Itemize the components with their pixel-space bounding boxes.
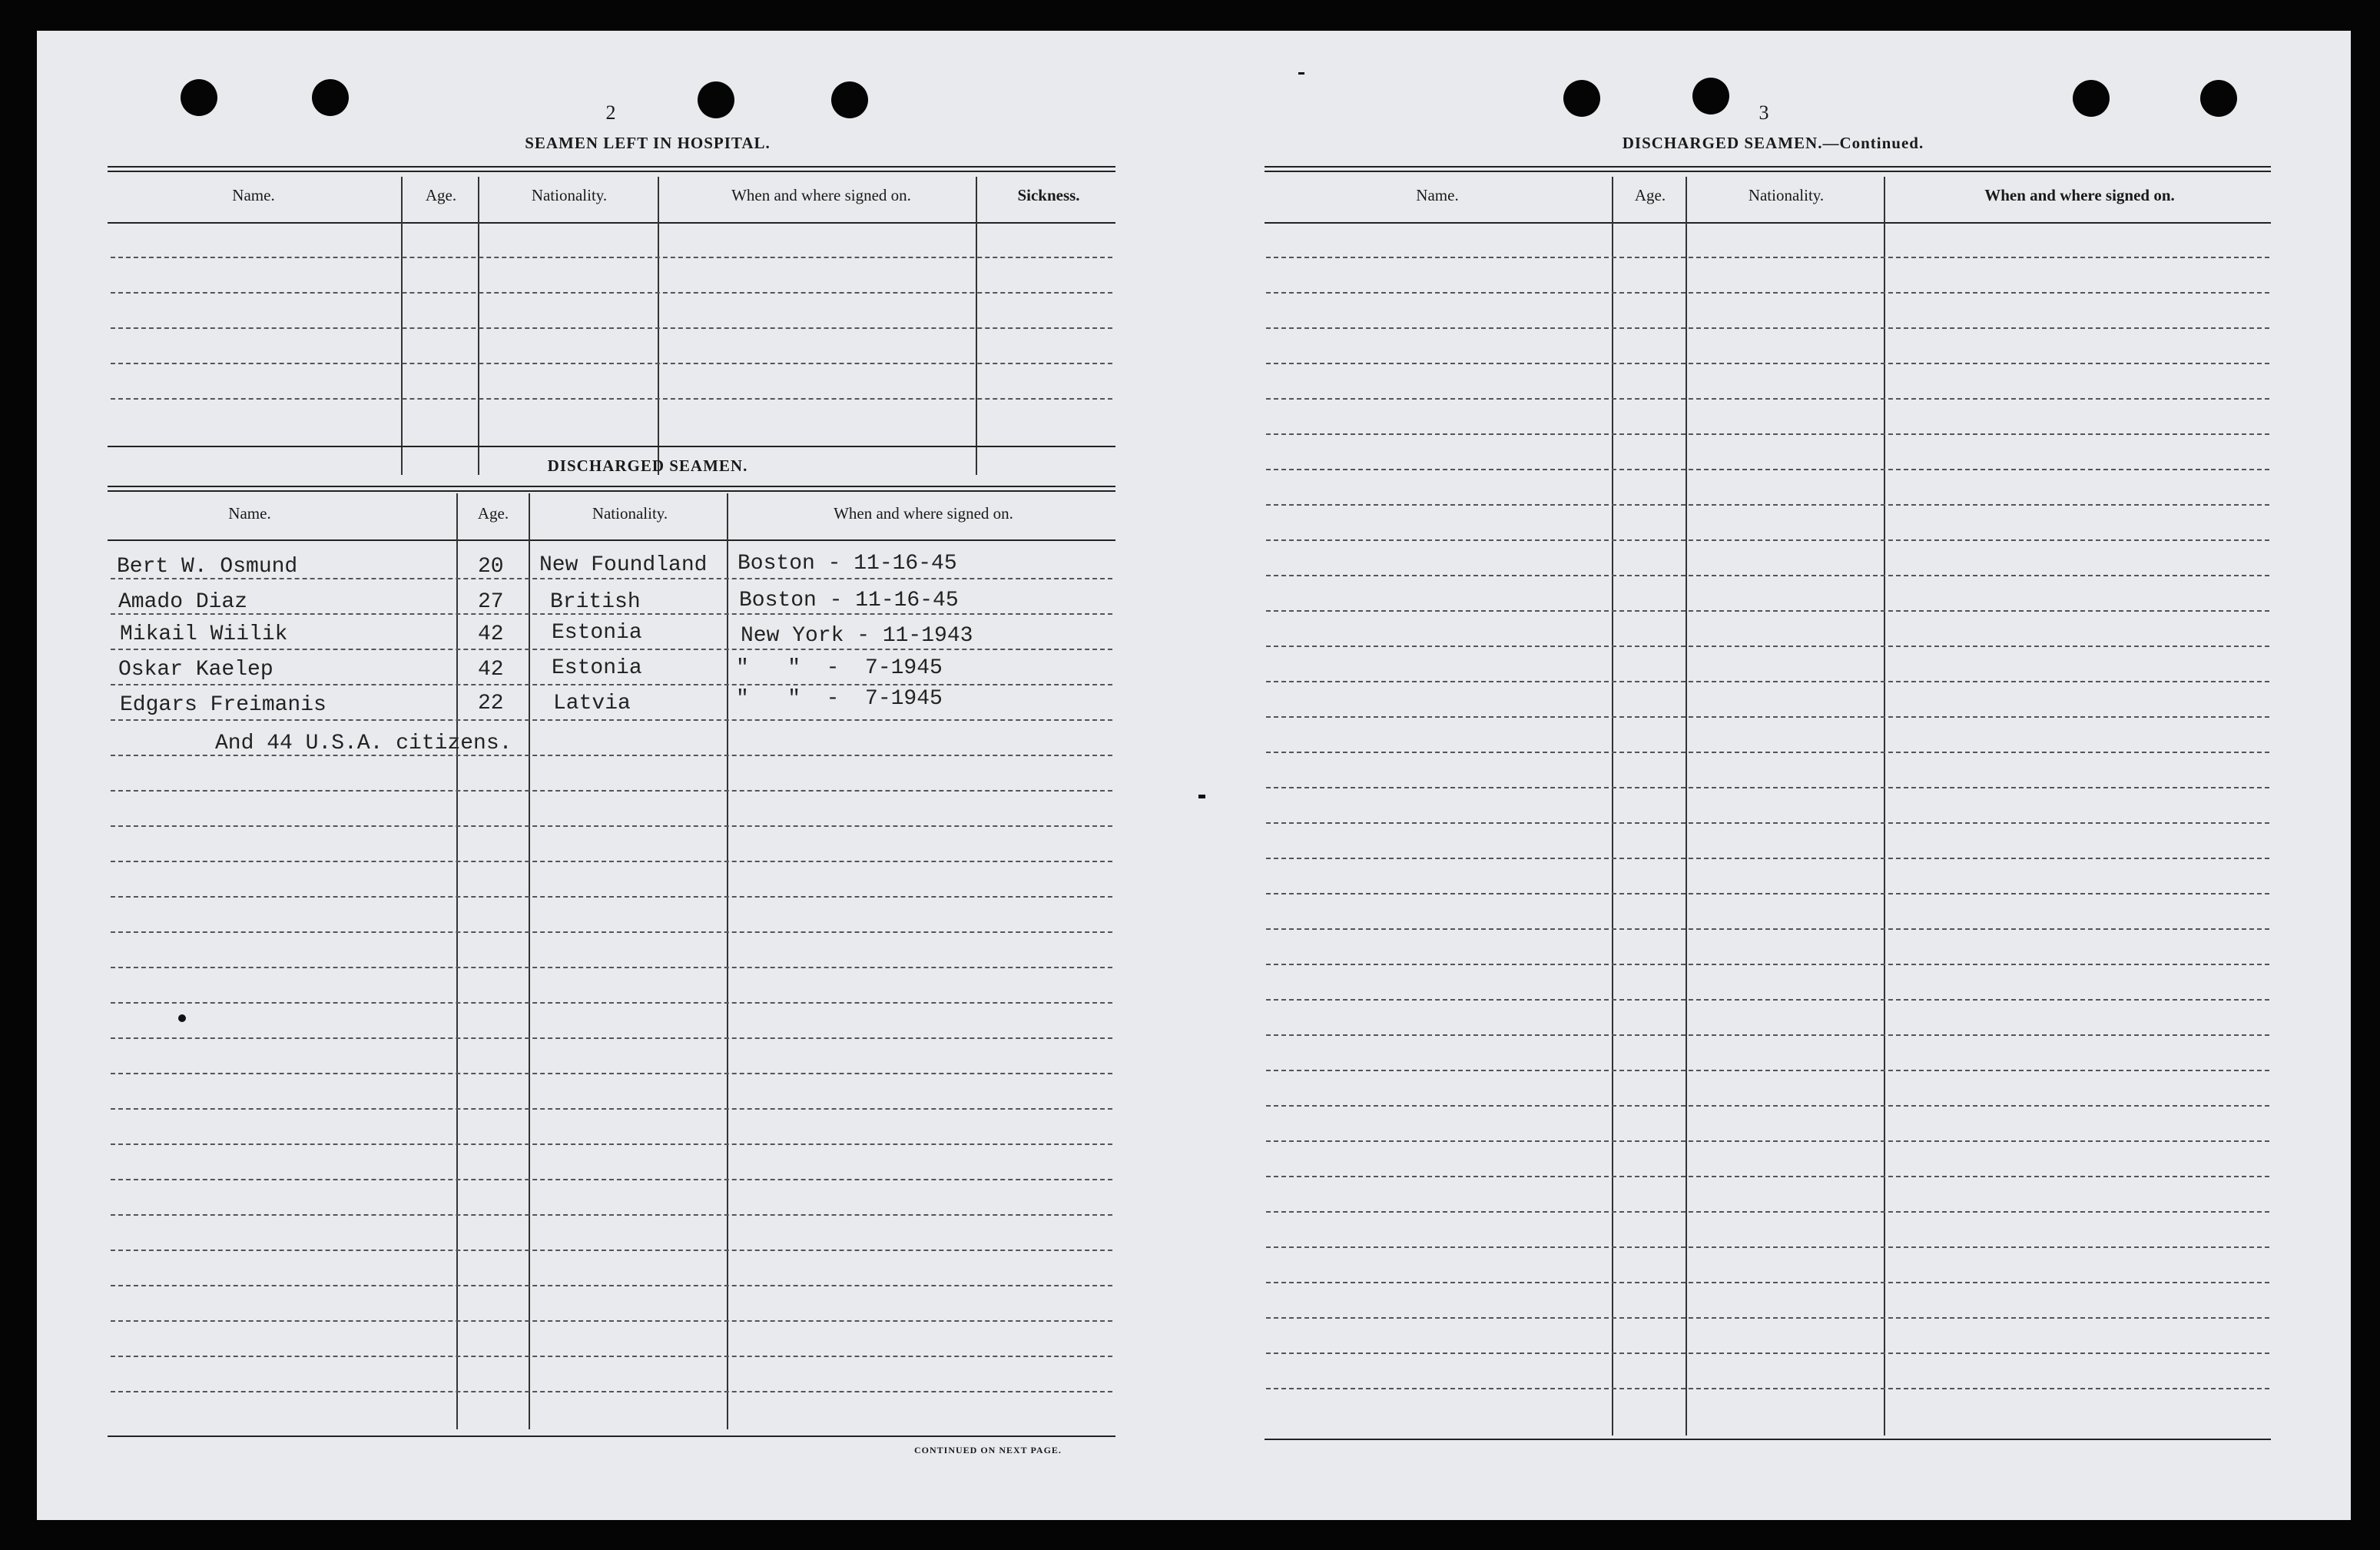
punch-hole — [2073, 80, 2110, 117]
punch-hole — [312, 79, 349, 116]
column-rule — [976, 177, 977, 475]
ruled-line — [1266, 716, 2269, 718]
punch-hole — [1563, 80, 1600, 117]
ruled-line — [111, 825, 1112, 827]
ruled-line — [111, 1179, 1112, 1180]
ruled-line — [111, 363, 1112, 364]
ruled-line — [1266, 327, 2269, 329]
ruled-line — [1266, 398, 2269, 400]
rule — [1265, 222, 2271, 224]
right-col-nationality: Nationality. — [1748, 186, 1825, 204]
ruled-line — [1266, 539, 2269, 541]
ruled-line — [1266, 1105, 2269, 1107]
ruled-line — [1266, 1246, 2269, 1248]
document-scan — [37, 31, 2351, 1520]
seaman-nationality: Estonia — [552, 621, 642, 645]
ruled-line — [1266, 1140, 2269, 1142]
ruled-line — [111, 327, 1112, 329]
ink-speck — [178, 1014, 186, 1022]
rule — [108, 1435, 1115, 1437]
punch-hole — [698, 81, 734, 118]
seaman-signed-on: " " - 7-1945 — [736, 687, 943, 711]
hospital-col-sickness: Sickness. — [1017, 186, 1080, 204]
seaman-age: 27 — [478, 590, 504, 614]
seaman-name: Bert W. Osmund — [117, 555, 298, 579]
ruled-line — [1266, 1034, 2269, 1036]
ruled-line — [111, 1143, 1112, 1145]
hospital-col-age: Age. — [425, 186, 457, 204]
rule — [108, 446, 1115, 447]
ruled-line — [1266, 928, 2269, 930]
ruled-line — [111, 1108, 1112, 1110]
right-section-title: DISCHARGED SEAMEN.—Continued. — [1622, 134, 1924, 152]
column-rule — [658, 177, 659, 475]
ruled-line — [1266, 363, 2269, 364]
ruled-line — [1266, 292, 2269, 294]
discharged-col-name: Name. — [228, 504, 271, 523]
ruled-line — [111, 257, 1112, 258]
ruled-line — [111, 719, 1112, 721]
seaman-name: Oskar Kaelep — [118, 658, 273, 682]
column-rule — [401, 177, 403, 475]
ruled-line — [111, 861, 1112, 862]
ruled-line — [111, 1285, 1112, 1286]
page-number-left: 2 — [605, 101, 616, 124]
right-col-name: Name. — [1416, 186, 1459, 204]
column-rule — [529, 493, 530, 1429]
seaman-name: Amado Diaz — [118, 590, 248, 614]
right-col-age: Age. — [1634, 186, 1666, 204]
column-rule — [478, 177, 479, 475]
ruled-line — [111, 684, 1112, 685]
ruled-line — [111, 1391, 1112, 1392]
rule — [108, 222, 1115, 224]
ruled-line — [111, 1356, 1112, 1357]
ruled-line — [111, 1320, 1112, 1322]
seaman-name: Mikail Wiilik — [120, 622, 288, 646]
ink-speck — [1198, 795, 1205, 798]
rule — [108, 171, 1115, 172]
ruled-line — [111, 1214, 1112, 1216]
continued-note: CONTINUED ON NEXT PAGE. — [914, 1445, 1062, 1455]
ruled-line — [111, 649, 1112, 650]
ruled-line — [1266, 787, 2269, 788]
hospital-section-title: SEAMEN LEFT IN HOSPITAL. — [525, 134, 771, 152]
column-rule — [727, 493, 728, 1429]
hospital-col-nationality: Nationality. — [531, 186, 608, 204]
seaman-nationality: British — [550, 590, 641, 614]
ruled-line — [111, 931, 1112, 933]
ruled-line — [1266, 1211, 2269, 1213]
ruled-line — [1266, 1388, 2269, 1389]
rule — [108, 539, 1115, 541]
rule — [1265, 171, 2271, 172]
ruled-line — [1266, 752, 2269, 753]
ruled-line — [1266, 999, 2269, 1001]
rule — [108, 490, 1115, 492]
rule — [1265, 166, 2271, 168]
ruled-line — [111, 292, 1112, 294]
ruled-line — [1266, 1176, 2269, 1177]
seaman-name: Edgars Freimanis — [120, 693, 327, 717]
hospital-col-name: Name. — [232, 186, 275, 204]
ruled-line — [1266, 1353, 2269, 1354]
ruled-line — [111, 1002, 1112, 1004]
ruled-line — [111, 967, 1112, 968]
hospital-col-signed-on: When and where signed on. — [731, 186, 911, 204]
discharged-section-title: DISCHARGED SEAMEN. — [547, 456, 748, 475]
punch-hole — [831, 81, 868, 118]
ruled-line — [1266, 822, 2269, 824]
ruled-line — [1266, 575, 2269, 576]
column-rule — [456, 493, 458, 1429]
ruled-line — [1266, 646, 2269, 647]
ruled-line — [1266, 504, 2269, 506]
punch-hole — [181, 79, 217, 116]
discharged-col-age: Age. — [477, 504, 509, 523]
seaman-signed-on: " " - 7-1945 — [736, 656, 943, 680]
seaman-age: 20 — [478, 555, 504, 579]
seaman-nationality: Estonia — [552, 656, 642, 680]
punch-hole — [2200, 80, 2237, 117]
seaman-signed-on: New York - 11-1943 — [741, 624, 973, 648]
ruled-line — [1266, 964, 2269, 965]
citizens-note: And 44 U.S.A. citizens. — [215, 732, 512, 755]
ruled-line — [1266, 681, 2269, 682]
ruled-line — [1266, 1070, 2269, 1071]
discharged-col-nationality: Nationality. — [592, 504, 668, 523]
seaman-nationality: Latvia — [553, 692, 631, 715]
page-number-right: 3 — [1758, 101, 1769, 124]
rule — [108, 166, 1115, 168]
ruled-line — [1266, 893, 2269, 894]
rule — [1265, 1439, 2271, 1440]
seaman-age: 42 — [478, 622, 504, 646]
ruled-line — [111, 1037, 1112, 1039]
rule — [108, 486, 1115, 487]
ruled-line — [1266, 1317, 2269, 1319]
seaman-signed-on: Boston - 11-16-45 — [739, 589, 959, 612]
ruled-line — [111, 1073, 1112, 1074]
punch-hole — [1692, 78, 1729, 115]
seaman-nationality: New Foundland — [539, 553, 708, 577]
ruled-line — [111, 1250, 1112, 1251]
seaman-signed-on: Boston - 11-16-45 — [738, 552, 957, 576]
ruled-line — [111, 398, 1112, 400]
ruled-line — [111, 896, 1112, 898]
ruled-line — [1266, 1282, 2269, 1283]
discharged-col-signed-on: When and where signed on. — [834, 504, 1013, 523]
ruled-line — [1266, 433, 2269, 435]
ruled-line — [1266, 610, 2269, 612]
seaman-age: 22 — [478, 692, 504, 715]
right-col-signed-on: When and where signed on. — [1984, 186, 2175, 204]
ink-speck — [1298, 72, 1304, 75]
ruled-line — [1266, 858, 2269, 859]
ruled-line — [1266, 257, 2269, 258]
ruled-line — [111, 790, 1112, 792]
seaman-age: 42 — [478, 658, 504, 682]
ruled-line — [1266, 469, 2269, 470]
